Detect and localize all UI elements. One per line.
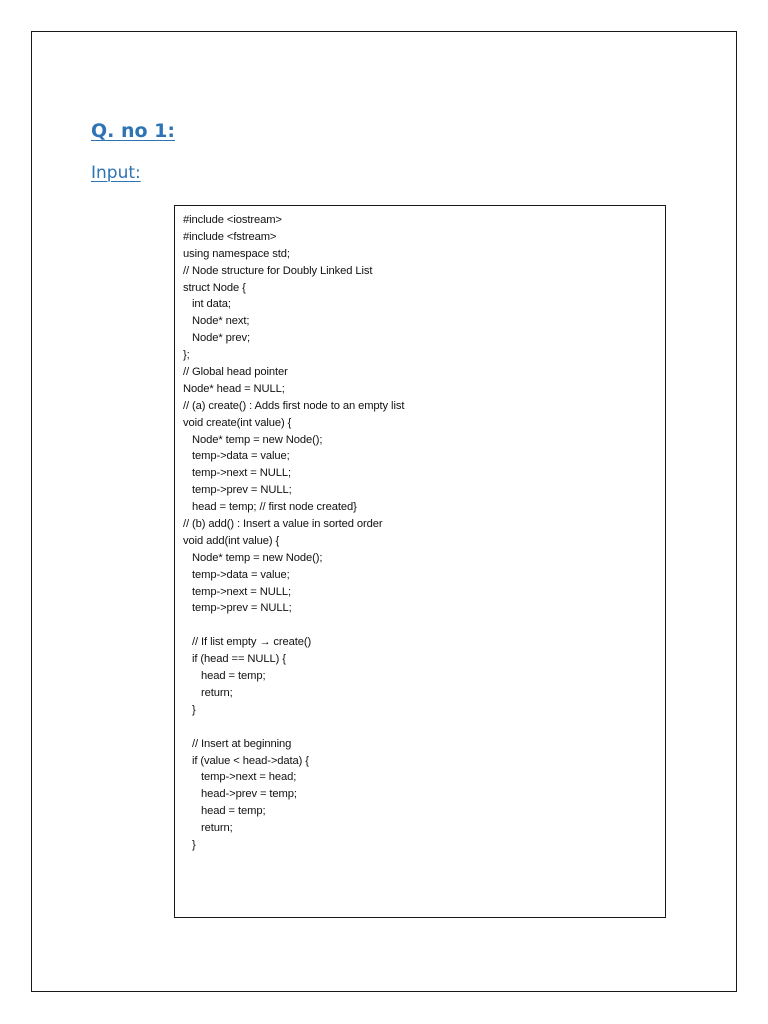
code-line: #include <iostream> <box>183 214 282 226</box>
code-line: // Global head pointer <box>183 366 288 379</box>
code-line: // (b) add() : Insert a value in sorted order <box>183 518 383 531</box>
code-line: temp->next = NULL; <box>183 467 291 480</box>
code-line: Node* prev; <box>183 332 251 345</box>
code-line: struct Node { <box>183 281 246 294</box>
code-line: head = temp; <box>183 670 266 683</box>
code-line: Node* head = NULL; <box>183 382 285 395</box>
code-line: // (a) create() : Adds first node to an empty list <box>183 399 405 412</box>
code-line: head->prev = temp; <box>183 788 297 801</box>
code-line: #include <fstream> <box>183 230 277 243</box>
code-line: temp->prev = NULL; <box>183 602 292 615</box>
code-line: temp->data = value; <box>183 568 290 581</box>
code-line: // Node structure for Doubly Linked List <box>183 264 373 277</box>
code-line: head = temp; <box>183 805 266 818</box>
code-line: Node* next; <box>183 315 250 328</box>
code-line: } <box>183 838 196 851</box>
code-line: } <box>183 703 196 716</box>
code-line: temp->prev = NULL; <box>183 484 292 497</box>
code-line: Node* temp = new Node(); <box>183 433 323 446</box>
code-line: temp->next = head; <box>183 771 297 784</box>
code-line <box>183 617 665 634</box>
code-line: // Insert at beginning <box>183 737 292 750</box>
code-line: }; <box>183 349 190 362</box>
code-line: // If list empty → create() <box>183 636 312 649</box>
code-line: return; <box>183 686 233 699</box>
code-line: head = temp; // first node created} <box>183 501 357 514</box>
code-line <box>183 719 665 736</box>
code-block <box>174 205 666 918</box>
input-heading: Input: <box>91 163 141 183</box>
code-line: void add(int value) { <box>183 534 280 547</box>
code-line: if (value < head->data) { <box>183 754 309 767</box>
code-line: Node* temp = new Node(); <box>183 551 323 564</box>
code-line: return; <box>183 822 233 835</box>
code-line: temp->data = value; <box>183 450 290 463</box>
code-line: int data; <box>183 298 231 311</box>
code-line: if (head == NULL) { <box>183 653 286 666</box>
question-heading: Q. no 1: <box>91 120 175 142</box>
code-line: using namespace std; <box>183 247 290 260</box>
code-line: void create(int value) { <box>183 416 292 429</box>
code-line: temp->next = NULL; <box>183 585 291 598</box>
